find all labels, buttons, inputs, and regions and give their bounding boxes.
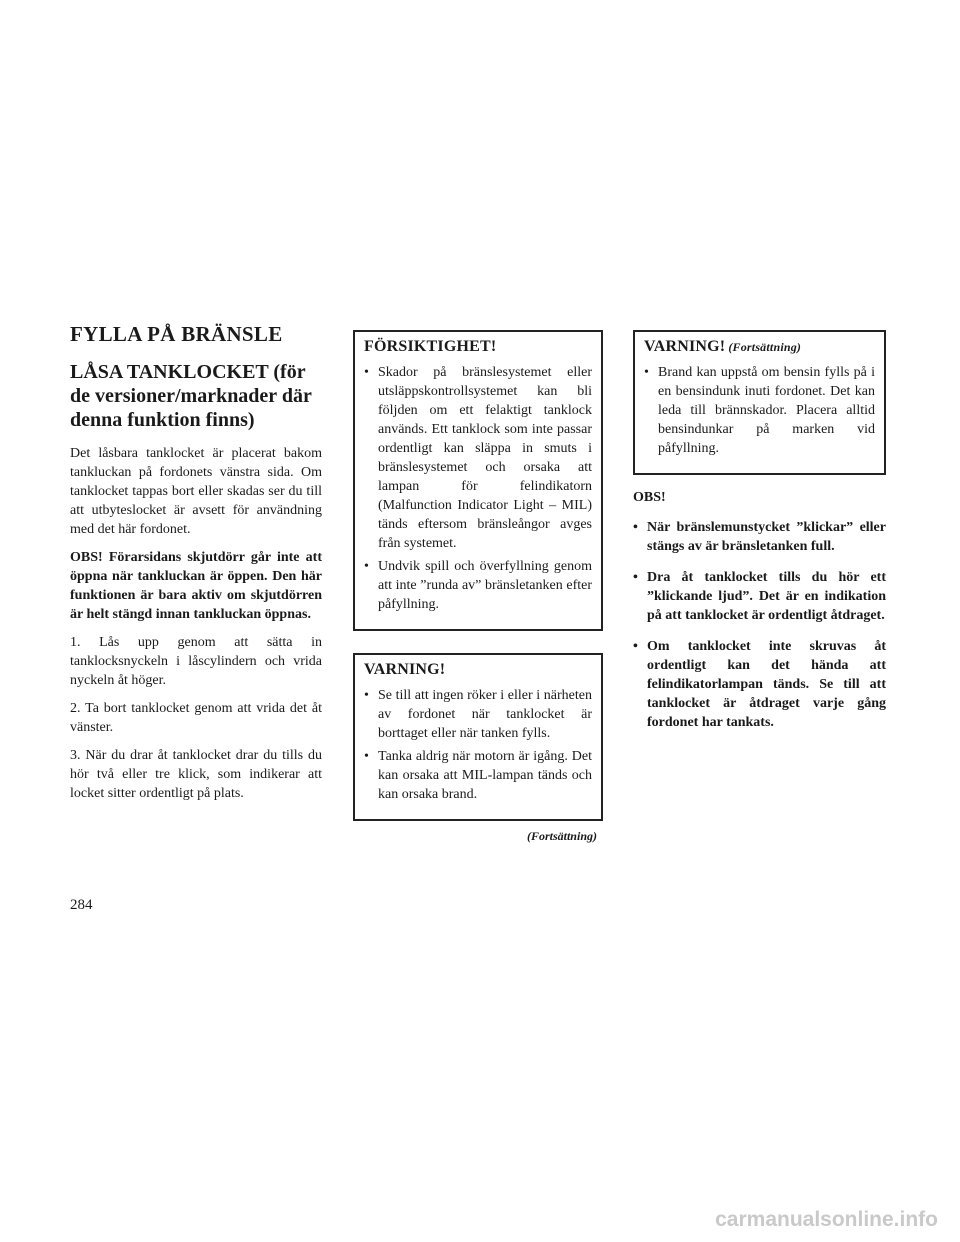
caution-item: • Undvik spill och överfyllning genom att inte ”runda av” bränsletanken efter påfyllning. [364,557,592,614]
left-column [70,322,322,812]
page-number: 284 [70,897,93,913]
warning-box-continued [633,330,886,475]
step-2: 2. Ta bort tanklocket genom att vrida det åt vänster. [70,701,322,735]
warning-continued-item: • Brand kan uppstå om bensin fylls på i en bensindunk inuti fordonet. Det kan leda till brännskador. Placera alltid bensindunkar på marken vid påfyllning. [644,363,875,458]
obs-item: • När bränslemunstycket ”klickar” eller stängs av är bränsletanken full. [633,518,886,556]
obs-item: • Dra åt tanklocket tills du hör ett ”klickande ljud”. Det är en indikation på att tanklocket är ordentligt åtdraget. [633,568,886,625]
section-title: FYLLA PÅ BRÄNSLE [70,322,283,346]
warning-continued-list [644,363,875,458]
right-column [633,330,886,744]
obs-paragraph: OBS! Förarsidans skjutdörr går inte att öppna när tankluckan är öppen. Den här funktionen är bara aktiv om skjutdörren är helt stängd innan tankluckan öppnas. [70,550,322,622]
obs-list [633,518,886,732]
watermark: carmanualsonline.info [715,1208,938,1231]
obs-item: • Om tanklocket inte skruvas åt ordentligt kan det hända att felindikatorlampan tänds. Se till att tanklocket är åtdraget varje gång fordonet har tankats. [633,637,886,732]
warning-continued-label: (Fortsättning) [728,340,802,354]
caution-item: • Skador på bränslesystemet eller utsläppskontrollsystemet kan bli följden om ett felaktigt tanklock används. Ett tanklock som inte passar ordentligt kan släppa in smuts i bränslesystemet och orsaka att lampan för felindikatorn (Malfunction Indicator Light – MIL) tänds eftersom bränsleångor avges från systemet. [364,363,592,553]
caution-title: FÖRSIKTIGHET! [364,338,497,355]
middle-column [353,330,603,844]
warning-title: VARNING! [364,661,446,678]
obs-label: OBS! [633,490,666,505]
continued-label: (Fortsättning) [526,829,597,843]
warning-list [364,686,592,804]
intro-paragraph: Det låsbara tanklocket är placerat bakom tankluckan på fordonets vänstra sida. Om tanklocket tappas bort eller skadas ser du till att utbyteslocket är avsett för användning med det här fordonet. [70,446,322,537]
warning-item: • Tanka aldrig när motorn är igång. Det kan orsaka att MIL-lampan tänds och kan orsaka brand. [364,747,592,804]
caution-box [353,330,603,631]
step-3: 3. När du drar åt tanklocket drar du tills du hör två eller tre klick, som indikerar att locket sitter ordentligt på plats. [70,748,322,801]
caution-list [364,363,592,614]
warning-continued-title-text: VARNING! [644,338,726,355]
step-1: 1. Lås upp genom att sätta in tanklocksnyckeln i låscylindern och vrida nyckeln åt höger. [70,635,322,688]
subsection-title: LÅSA TANKLOCKET (för de versioner/marknader där denna funktion finns) [70,361,312,431]
warning-continued-title [644,338,875,356]
warning-box [353,653,603,821]
warning-item: • Se till att ingen röker i eller i närheten av fordonet när tanklocket är borttaget eller när tanken fylls. [364,686,592,743]
